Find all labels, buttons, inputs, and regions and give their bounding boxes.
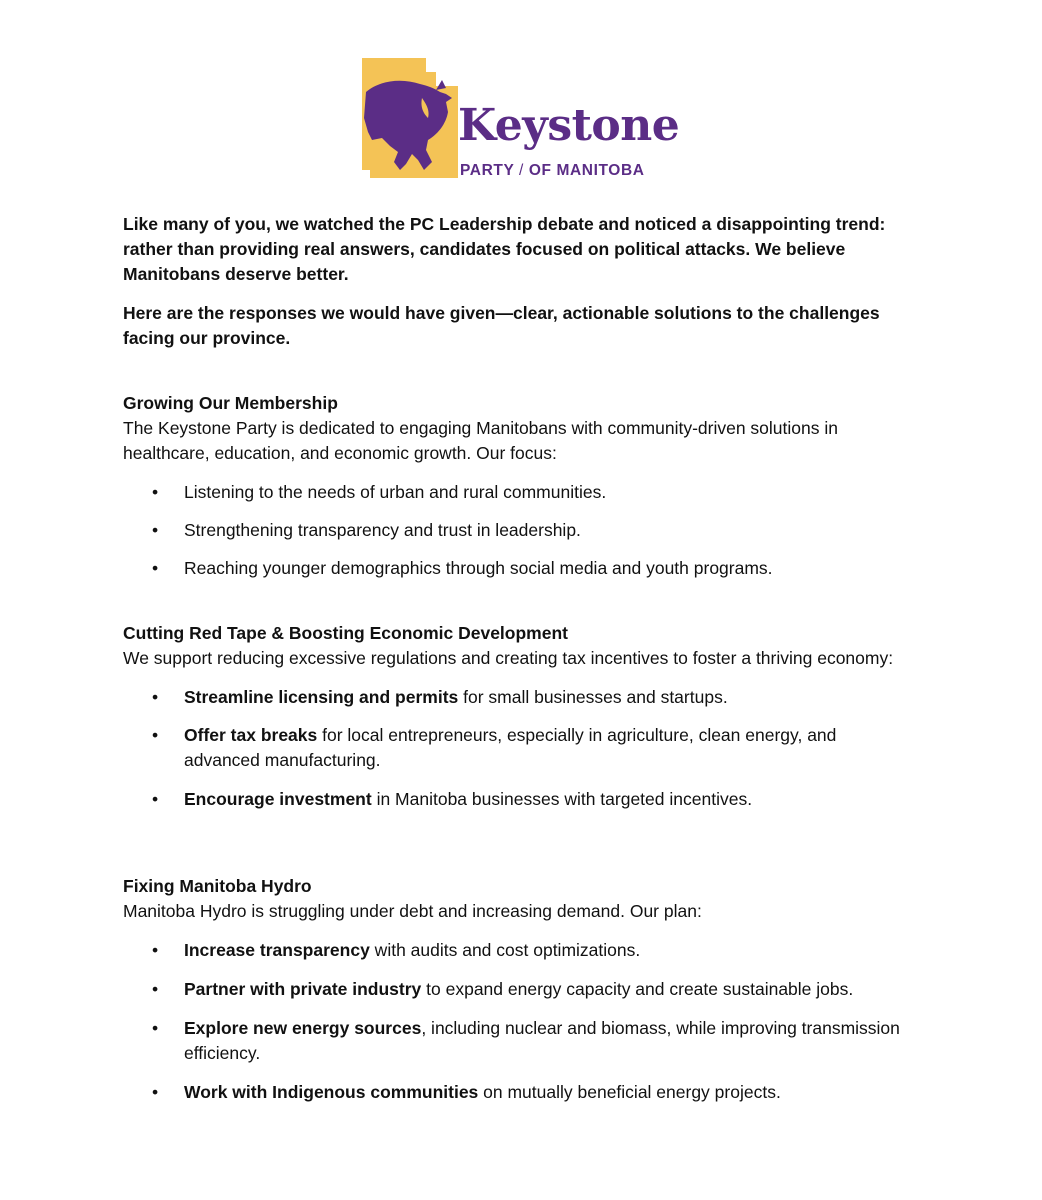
logo-subtitle-party: PARTY: [460, 162, 515, 179]
list-item-text: for small businesses and startups.: [458, 687, 728, 707]
logo-subtitle: [460, 162, 645, 180]
list-item-text: Listening to the needs of urban and rural communities.: [184, 482, 607, 502]
bullet-list: [123, 685, 913, 812]
bullet-icon: •: [152, 725, 159, 745]
list-item-bold: Streamline licensing and permits: [184, 687, 459, 707]
list-item-bold: Encourage investment: [184, 789, 372, 809]
logo-subtitle-slash: /: [519, 162, 529, 179]
list-item-bold: Offer tax breaks: [184, 725, 318, 745]
list-item: [123, 977, 913, 1002]
bullet-icon: •: [152, 789, 159, 809]
intro-paragraph-2: Here are the responses we would have given—clear, actionable solutions to the challenges facing our province.: [123, 303, 880, 348]
list-item: [123, 480, 913, 505]
sections-container: [123, 391, 913, 1105]
logo-subtitle-manitoba: OF MANITOBA: [528, 162, 645, 179]
bullet-list: [123, 938, 913, 1105]
list-item-text: for local entrepreneurs, especially in agriculture, clean energy, and advanced manufacturing.: [184, 725, 837, 770]
bullet-icon: •: [152, 1082, 159, 1102]
list-item-text: Strengthening transparency and trust in leadership.: [184, 520, 581, 540]
bullet-icon: •: [152, 520, 159, 540]
list-item-text: , including nuclear and biomass, while improving transmission efficiency.: [184, 1018, 900, 1063]
list-item: [123, 1080, 913, 1105]
document-body: [123, 212, 913, 1105]
list-item: [123, 787, 913, 812]
section: [123, 874, 913, 1105]
section-title: Fixing Manitoba Hydro: [123, 876, 312, 896]
bison-on-manitoba-map-icon: [362, 58, 462, 180]
list-item-bold: Explore new energy sources: [184, 1018, 422, 1038]
list-item-text: to expand energy capacity and create sustainable jobs.: [421, 979, 854, 999]
section-title: Cutting Red Tape & Boosting Economic Development: [123, 623, 568, 643]
bullet-icon: •: [152, 482, 159, 502]
section: [123, 621, 913, 812]
list-item: [123, 556, 913, 581]
list-item-text: Reaching younger demographics through social media and youth programs.: [184, 558, 773, 578]
section-description: The Keystone Party is dedicated to engaging Manitobans with community-driven solutions in healthcare, education, and economic growth. Our focus:: [123, 418, 838, 463]
logo-wordmark: Keystone: [458, 100, 680, 151]
section: [123, 391, 913, 581]
bullet-icon: •: [152, 687, 159, 707]
list-item: [123, 723, 913, 773]
party-logo: [362, 58, 692, 180]
section-description: Manitoba Hydro is struggling under debt and increasing demand. Our plan:: [123, 901, 702, 921]
section-title: Growing Our Membership: [123, 393, 338, 413]
section-description: We support reducing excessive regulations and creating tax incentives to foster a thriving economy:: [123, 648, 894, 668]
bullet-list: [123, 480, 913, 581]
list-item: [123, 518, 913, 543]
bullet-icon: •: [152, 558, 159, 578]
list-item: [123, 685, 913, 710]
intro-paragraph-1: Like many of you, we watched the PC Leadership debate and noticed a disappointing trend: rather than providing real answers, candidates focused on political attacks. We believe Manitobans deserve better.: [123, 214, 886, 284]
list-item-text: on mutually beneficial energy projects.: [478, 1082, 781, 1102]
list-item-bold: Increase transparency: [184, 940, 370, 960]
bullet-icon: •: [152, 979, 159, 999]
bullet-icon: •: [152, 940, 159, 960]
list-item-text: in Manitoba businesses with targeted incentives.: [371, 789, 753, 809]
bullet-icon: •: [152, 1018, 159, 1038]
list-item-bold: Partner with private industry: [184, 979, 422, 999]
list-item: [123, 938, 913, 963]
list-item: [123, 1016, 913, 1066]
list-item-text: with audits and cost optimizations.: [369, 940, 641, 960]
list-item-bold: Work with Indigenous communities: [184, 1082, 479, 1102]
